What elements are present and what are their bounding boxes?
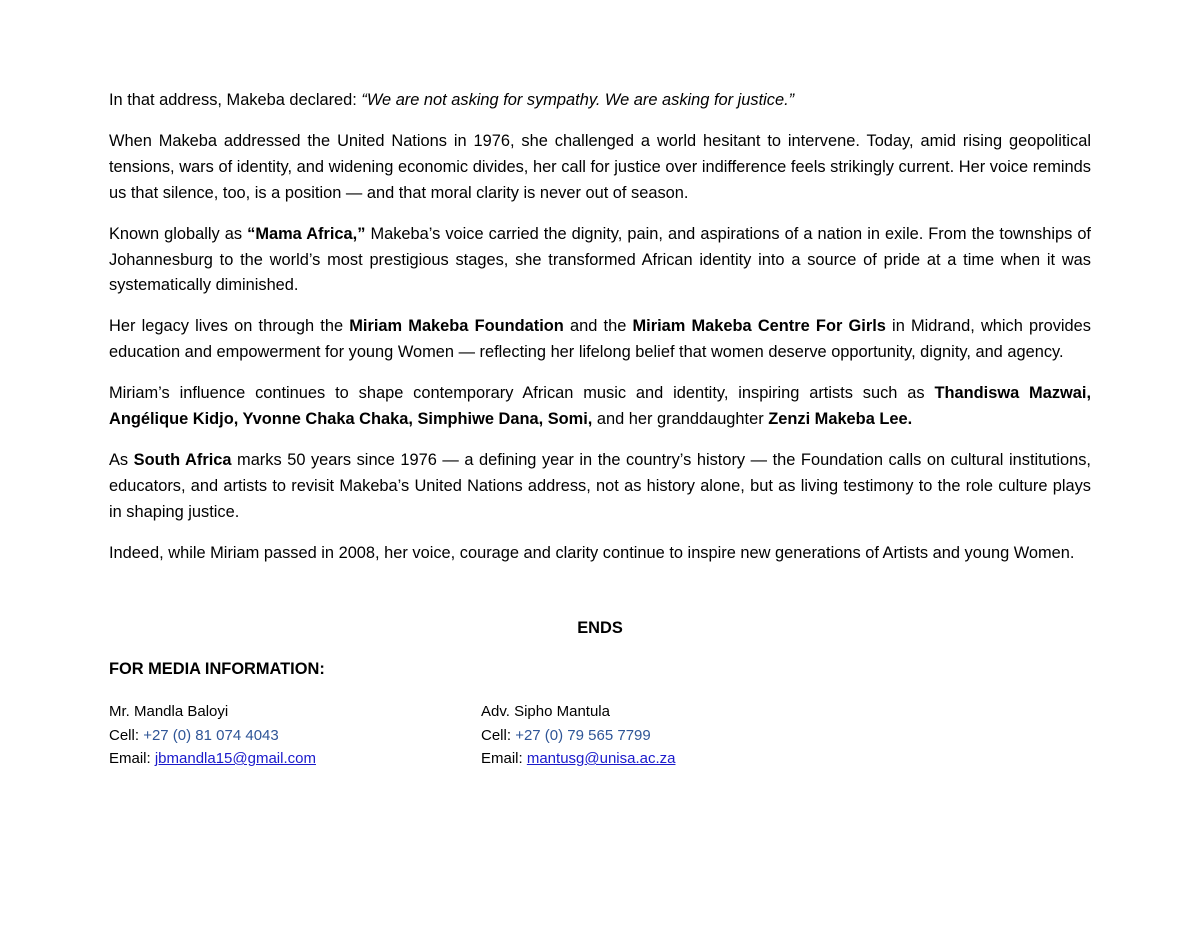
paragraph-text: Miriam’s influence continues to shape contemporary African music and identity, inspiring artists such as <box>109 384 935 403</box>
bold-phrase: Zenzi Makeba Lee. <box>768 410 913 429</box>
contact-email-line <box>481 747 675 771</box>
cell-label: Cell: <box>481 726 516 744</box>
paragraph-address-quote <box>109 88 1091 114</box>
paragraph-text: marks 50 years since 1976 — a defining year in the country’s history — the Foundation calls on cultural institutions, educators, and artists to revisit Makeba’s United Nations address, not as history alone, but as living testimony to the role culture plays in shaping justice. <box>109 451 1091 521</box>
paragraph-text: When Makeba addressed the United Nations in 1976, she challenged a world hesitant to intervene. Today, amid rising geopolitical tensions, wars of identity, and widening economic divides, her call for justice over indifference feels strikingly current. Her voice reminds us that silence, too, is a position — and that moral clarity is never out of season. <box>109 132 1091 202</box>
document-page <box>109 88 1091 767</box>
cell-label: Cell: <box>109 726 144 744</box>
bold-phrase: Miriam Makeba Centre For Girls <box>632 317 886 336</box>
paragraph-text: in Midrand, which provides education and empowerment for young Women — reflecting her lifelong belief that women deserve opportunity, dignity, and agency. <box>109 317 1091 362</box>
makeba-quote: “We are not asking for sympathy. We are asking for justice.” <box>361 91 795 109</box>
contact-name: Mr. Mandla Baloyi <box>109 703 229 720</box>
paragraph-text: Indeed, while Miriam passed in 2008, her voice, courage and clarity continue to inspire new generations of Artists and young Women. <box>109 543 1075 562</box>
phone-number[interactable]: +27 (0) 79 565 7799 <box>515 726 651 744</box>
bold-phrase: “Mama Africa,” <box>247 224 366 243</box>
paragraph-text: and her granddaughter <box>592 410 769 429</box>
contact-name: Adv. Sipho Mantula <box>481 703 610 720</box>
media-information-heading: FOR MEDIA INFORMATION: <box>109 660 325 678</box>
paragraph-text: Makeba’s voice carried the dignity, pain, and aspirations of a nation in exile. From the townships of Johannesburg to the world’s most prestigious stages, she transformed African identity into a source of pride at a time when it was systematically diminished. <box>109 224 1091 295</box>
paragraph-legacy <box>109 314 1091 365</box>
contact-block-mantula <box>481 700 675 771</box>
email-link[interactable]: mantusg@unisa.ac.za <box>526 750 676 767</box>
paragraph-closing <box>109 541 1091 567</box>
contact-email-line <box>109 747 316 771</box>
bold-phrase: Thandiswa Mazwai, Angélique Kidjo, Yvonne Chaka Chaka, Simphiwe Dana, Somi, <box>109 384 1091 429</box>
phone-number[interactable]: +27 (0) 81 074 4043 <box>143 726 279 744</box>
contact-block-baloyi <box>109 700 316 771</box>
paragraph-south-africa <box>109 448 1091 525</box>
email-label: Email: <box>481 750 527 767</box>
paragraph-text: In that address, Makeba declared: <box>109 91 362 109</box>
paragraph-influence <box>109 381 1091 432</box>
contact-cell-line <box>481 724 675 748</box>
email-label: Email: <box>109 750 155 767</box>
paragraph-text: Known globally as <box>109 224 248 243</box>
paragraph-text: Her legacy lives on through the <box>109 317 350 336</box>
paragraph-mama-africa <box>109 222 1091 299</box>
bold-phrase: South Africa <box>133 451 232 470</box>
bold-phrase: Miriam Makeba Foundation <box>349 317 564 336</box>
paragraph-text: As <box>109 451 134 470</box>
paragraph-text: and the <box>563 317 633 336</box>
contact-cell-line <box>109 724 316 748</box>
paragraph-united-nations <box>109 129 1091 206</box>
ends-marker: ENDS <box>577 619 623 637</box>
email-link[interactable]: jbmandla15@gmail.com <box>154 750 316 767</box>
